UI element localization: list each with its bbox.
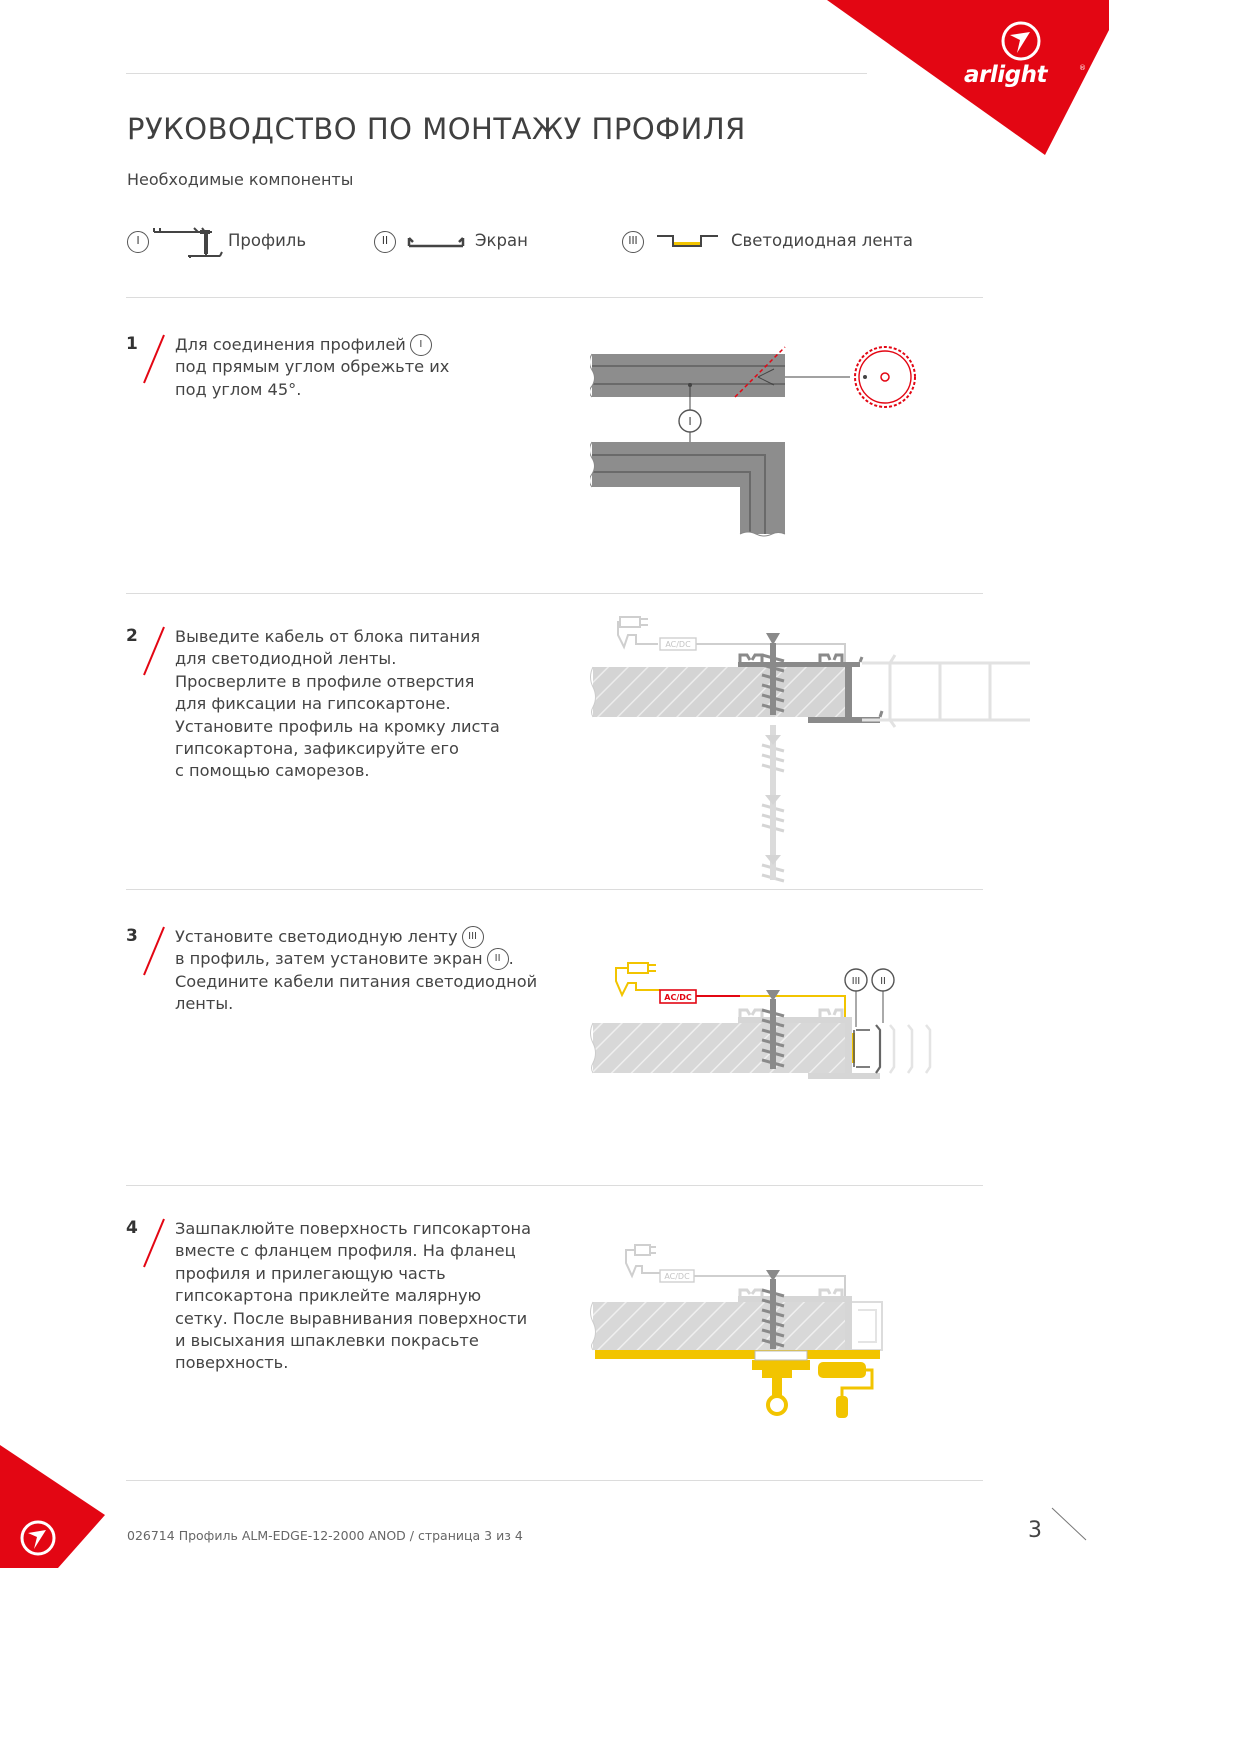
component-label-led-strip: Светодиодная лента	[731, 231, 914, 250]
power-plug-icon	[618, 617, 658, 647]
component-mark-ii: II	[374, 231, 396, 253]
divider-components	[126, 297, 983, 298]
power-plug-icon	[626, 1245, 660, 1276]
step-4-illustration	[590, 1238, 900, 1423]
divider-step-1	[126, 593, 983, 594]
step-slash-icon	[140, 1217, 168, 1269]
step-2-text	[175, 626, 500, 783]
inline-mark-i: I	[410, 334, 432, 356]
step-4-line: и высыхания шпаклевки покрасьте	[175, 1330, 479, 1350]
divider-step-2	[126, 889, 983, 890]
logo-text: arlight	[964, 62, 1047, 88]
step-2-line: Просверлите в профиле отверстия	[175, 671, 475, 691]
footer-document-info: 026714 Профиль ALM-EDGE-12-2000 ANOD / страница 3 из 4	[127, 1528, 523, 1543]
components-heading: Необходимые компоненты	[127, 170, 354, 189]
step-slash-icon	[140, 625, 168, 677]
power-plug-icon	[616, 963, 660, 995]
component-label-profile: Профиль	[228, 231, 307, 250]
step-2-line: для светодиодной ленты.	[175, 649, 397, 669]
step-1-text	[175, 334, 449, 401]
step-1-line: под прямым углом обрежьте их	[175, 357, 450, 377]
brand-corner-bottom	[0, 1440, 110, 1568]
step-number: 3	[126, 926, 138, 946]
step-4-line: гипсокартона приклейте малярную	[175, 1286, 482, 1306]
registered-mark: ®	[1079, 64, 1086, 72]
step-2-line: для фиксации на гипсокартоне.	[175, 694, 451, 714]
step-4-line: сетку. После выравнивания поверхности	[175, 1308, 528, 1328]
step-1-line: под углом 45°.	[175, 379, 302, 399]
step-slash-icon	[140, 925, 168, 977]
inline-mark-iii: III	[462, 926, 484, 948]
step-2-line: Установите профиль на кромку листа	[175, 716, 500, 736]
step-2-line: с помощью саморезов.	[175, 761, 370, 781]
profile-icon	[150, 222, 226, 260]
divider-step-3	[126, 1185, 983, 1186]
page-corner-line-icon	[1050, 1506, 1090, 1542]
step-3-line: Установите светодиодную ленту	[175, 927, 458, 946]
step-slash-icon	[140, 333, 168, 385]
brand-logo[interactable]	[962, 18, 1087, 93]
step-4-line: Зашпаклюйте поверхность гипсокартона	[175, 1219, 531, 1238]
power-supply-label: AC/DC	[665, 640, 691, 649]
step-3-line-suffix: .	[508, 949, 514, 969]
power-supply-label: AC/DC	[664, 1272, 690, 1281]
step-4-text	[175, 1218, 531, 1375]
step-3-line: Соедините кабели питания светодиодной	[175, 971, 538, 991]
putty-layer	[595, 1350, 880, 1359]
drywall-board	[593, 1023, 845, 1073]
top-divider	[126, 73, 867, 74]
step-number: 1	[126, 334, 138, 354]
screw-ghost-icon	[762, 725, 784, 881]
arlight-swoosh-icon	[1000, 20, 1042, 62]
step-number: 4	[126, 1218, 138, 1238]
step-3-line: в профиль, затем установите экран	[175, 949, 483, 969]
screen-icon	[406, 232, 466, 252]
power-supply-label: AC/DC	[664, 993, 692, 1002]
step-2-line: гипсокартона, зафиксируйте его	[175, 738, 459, 758]
step-2-illustration	[590, 605, 1035, 885]
step-4-line: поверхность.	[175, 1353, 289, 1373]
step-number: 2	[126, 626, 138, 646]
component-mark-iii: III	[622, 231, 644, 253]
step-1-line: Для соединения профилей	[175, 335, 406, 354]
paint-roller-icon	[818, 1362, 872, 1418]
drywall-board	[593, 1302, 848, 1350]
step-3-illustration	[590, 955, 950, 1090]
component-mark-i: I	[127, 231, 149, 253]
inline-mark-ii: II	[487, 948, 509, 970]
step-4-line: профиля и прилегающую часть	[175, 1263, 446, 1283]
step-1-illustration	[590, 342, 940, 542]
illustration-mark-i: I	[688, 416, 692, 428]
illustration-mark-ii: II	[880, 976, 886, 987]
step-2-line: Выведите кабель от блока питания	[175, 627, 481, 646]
component-label-screen: Экран	[475, 231, 528, 250]
led-strip-icon	[655, 232, 721, 252]
step-4-line: вместе с фланцем профиля. На фланец	[175, 1241, 516, 1261]
spatula-icon	[752, 1351, 810, 1414]
illustration-mark-iii: III	[851, 976, 861, 987]
drywall-board	[593, 667, 845, 717]
page-title: РУКОВОДСТВО ПО МОНТАЖУ ПРОФИЛЯ	[127, 112, 746, 146]
step-3-text	[175, 926, 537, 1016]
page-number: 3	[1028, 1518, 1042, 1543]
step-3-line: ленты.	[175, 994, 234, 1014]
divider-footer	[126, 1480, 983, 1481]
